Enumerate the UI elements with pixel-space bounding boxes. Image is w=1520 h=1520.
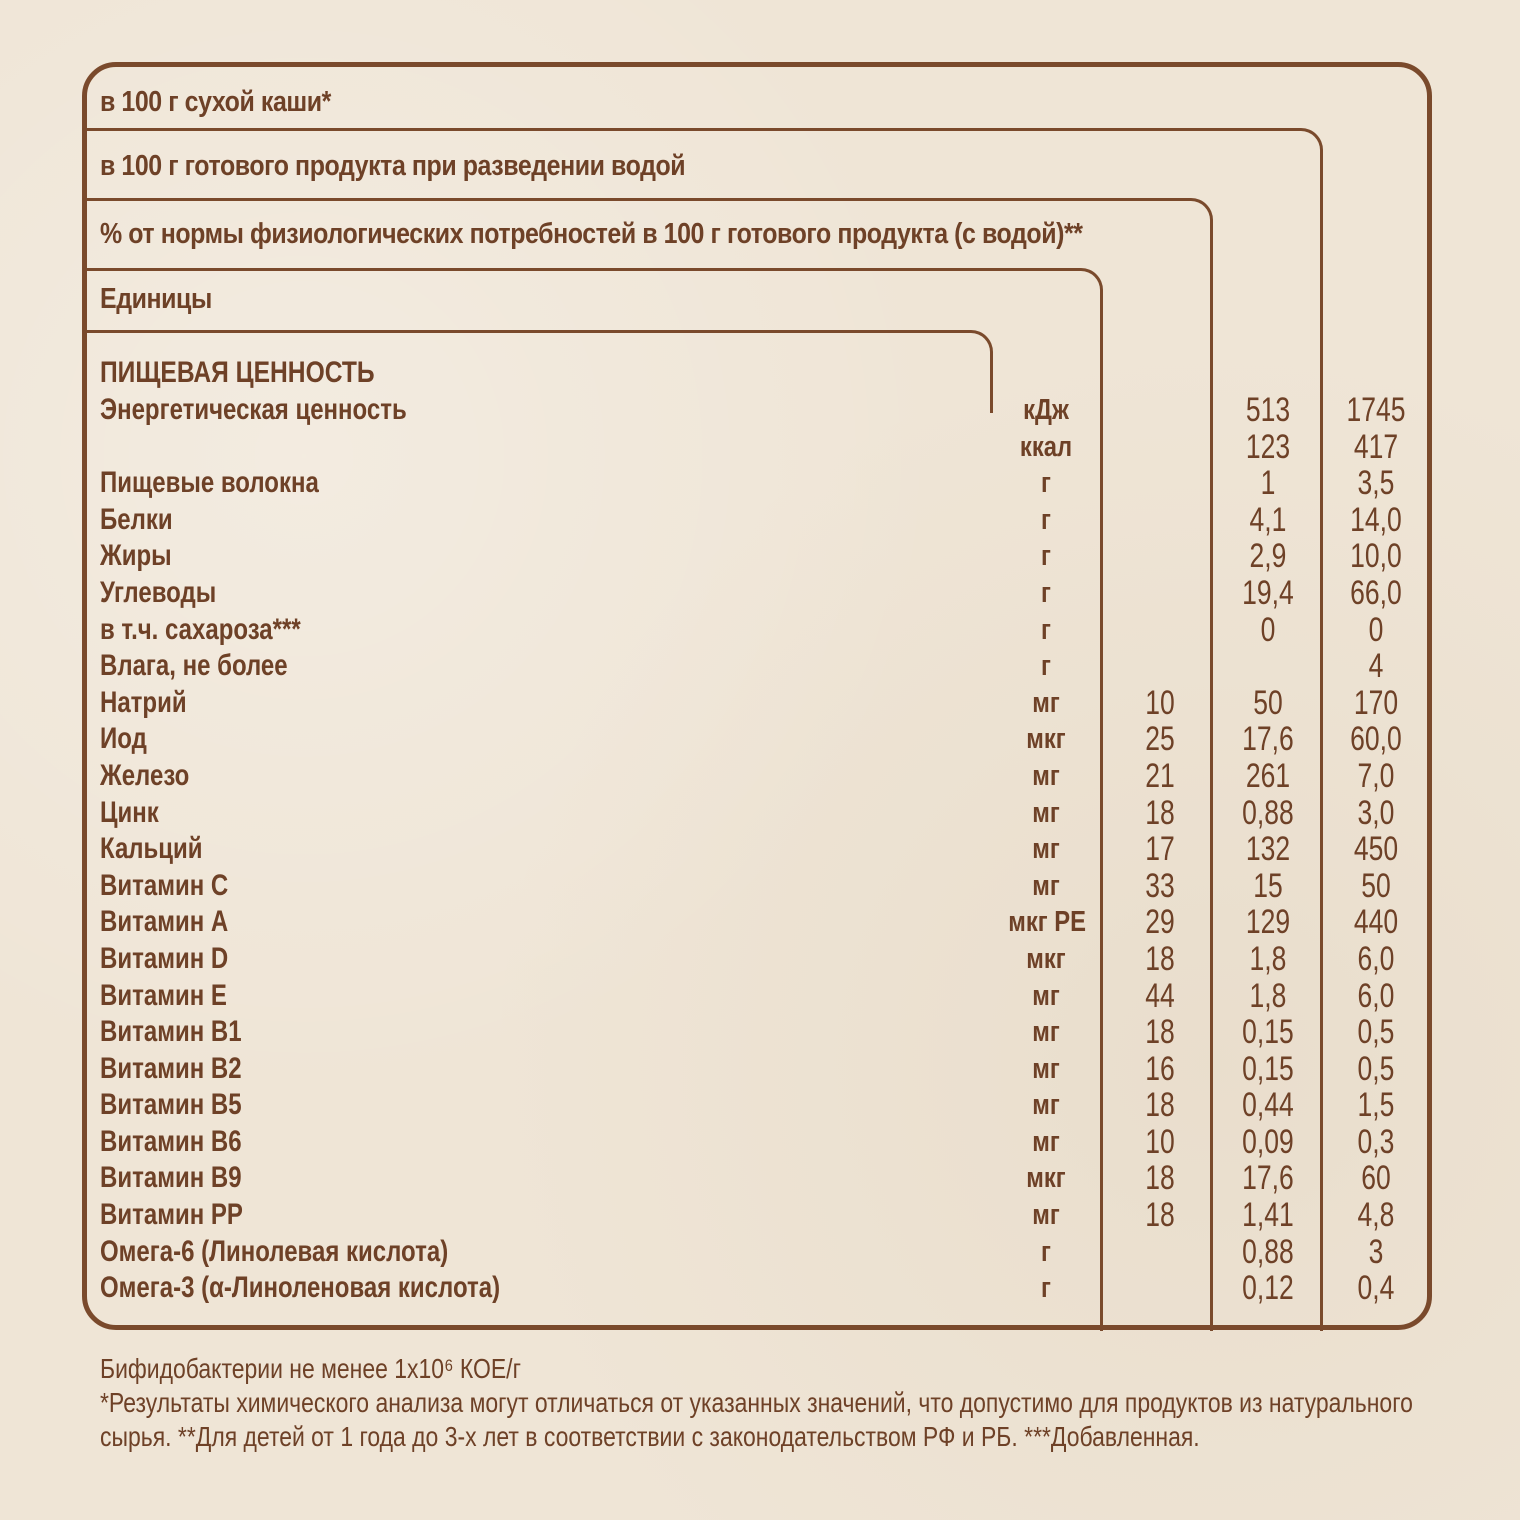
ready-value-cell: 0,44 bbox=[1242, 1086, 1294, 1125]
nutrient-name: Углеводы bbox=[100, 575, 217, 609]
ready-value-cell: 17,6 bbox=[1242, 720, 1294, 759]
dry-value-cell: 4,8 bbox=[1357, 1196, 1395, 1235]
nutrient-name: Иод bbox=[100, 722, 147, 756]
dry-value-cell: 7,0 bbox=[1357, 756, 1395, 795]
unit-cell: мкг bbox=[1026, 942, 1066, 975]
table-row bbox=[0, 1234, 1520, 1271]
ready-value-cell: 0,09 bbox=[1242, 1122, 1294, 1161]
header-dry: в 100 г сухой каши* bbox=[100, 86, 331, 118]
nutrient-name: Витамин В1 bbox=[100, 1015, 242, 1049]
header-units: Единицы bbox=[100, 283, 212, 315]
table-row bbox=[0, 1270, 1520, 1307]
ready-value-cell: 1,41 bbox=[1242, 1196, 1294, 1235]
unit-cell: г bbox=[1041, 576, 1051, 609]
dry-value-cell: 66,0 bbox=[1350, 573, 1402, 612]
percent-cell: 29 bbox=[1145, 903, 1175, 942]
dry-value-cell: 0 bbox=[1368, 610, 1384, 649]
dry-value-cell: 3,5 bbox=[1357, 464, 1395, 503]
table-row bbox=[0, 465, 1520, 502]
ready-value-cell: 15 bbox=[1253, 866, 1283, 905]
percent-cell: 18 bbox=[1145, 793, 1175, 832]
table-row bbox=[0, 758, 1520, 795]
dry-value-cell: 0,5 bbox=[1357, 1013, 1395, 1052]
nutrient-name: Жиры bbox=[100, 539, 172, 573]
unit-cell: мг bbox=[1032, 759, 1060, 792]
percent-cell: 18 bbox=[1145, 1196, 1175, 1235]
unit-cell: мг bbox=[1032, 796, 1060, 829]
ready-value-cell: 513 bbox=[1245, 391, 1291, 429]
nutrient-name: Витамин Е bbox=[100, 978, 227, 1012]
percent-cell: 18 bbox=[1145, 1159, 1175, 1198]
nutrient-name: Витамин С bbox=[100, 868, 229, 902]
footer-note-1: *Результаты химического анализа могут отличаться от указанных значений, что допустимо для продуктов из натурального bbox=[100, 1387, 1413, 1418]
ready-value-cell: 0,15 bbox=[1242, 1013, 1294, 1052]
nutrient-name: Витамин В6 bbox=[100, 1124, 242, 1158]
unit-cell: мг bbox=[1032, 833, 1060, 866]
percent-cell: 21 bbox=[1145, 756, 1175, 795]
dry-value-cell: 4 bbox=[1368, 647, 1384, 686]
table-row bbox=[0, 941, 1520, 978]
ready-value-cell: 4,1 bbox=[1249, 500, 1287, 539]
table-row bbox=[0, 575, 1520, 612]
percent-cell: 18 bbox=[1145, 1013, 1175, 1052]
unit-cell: мг bbox=[1032, 869, 1060, 902]
unit-cell: г bbox=[1041, 540, 1051, 573]
dry-value-cell: 14,0 bbox=[1350, 500, 1402, 539]
dry-value-cell: 60 bbox=[1361, 1159, 1391, 1198]
nutrient-name: Витамин А bbox=[100, 905, 229, 939]
percent-cell: 10 bbox=[1145, 1122, 1175, 1161]
unit-cell: г bbox=[1041, 1272, 1051, 1305]
unit-cell: мг bbox=[1032, 686, 1060, 719]
dry-value-cell: 1745 bbox=[1346, 391, 1406, 429]
table-row bbox=[0, 612, 1520, 649]
section-title: ПИЩЕВАЯ ЦЕННОСТЬ bbox=[100, 356, 375, 389]
percent-cell: 44 bbox=[1145, 976, 1175, 1015]
nutrient-name: Витамин D bbox=[100, 941, 229, 975]
dry-value-cell: 50 bbox=[1361, 866, 1391, 905]
table-row bbox=[0, 721, 1520, 758]
dry-value-cell: 440 bbox=[1353, 903, 1399, 942]
table-row bbox=[0, 795, 1520, 832]
nutrient-name: Энергетическая ценность bbox=[100, 393, 407, 426]
ready-value-cell: 1 bbox=[1260, 464, 1276, 503]
table-row bbox=[0, 868, 1520, 905]
dry-value-cell: 1,5 bbox=[1357, 1086, 1395, 1125]
dry-value-cell: 6,0 bbox=[1357, 939, 1395, 978]
nutrient-name: Витамин В2 bbox=[100, 1051, 242, 1085]
header-ready: в 100 г готового продукта при разведении водой bbox=[100, 150, 686, 182]
nutrient-name: Витамин В5 bbox=[100, 1088, 242, 1122]
unit-cell: мг bbox=[1032, 1125, 1060, 1158]
nutrient-name: Натрий bbox=[100, 685, 187, 719]
table-row bbox=[0, 685, 1520, 722]
footer-bifido: Бифидобактерии не менее 1х10⁶ КОЕ/г bbox=[100, 1353, 521, 1384]
ready-value-cell: 0,88 bbox=[1242, 1232, 1294, 1271]
footer-notes bbox=[100, 1352, 1520, 1454]
unit-cell: мкг bbox=[1026, 1162, 1066, 1195]
percent-cell: 17 bbox=[1145, 830, 1175, 869]
ready-value-cell: 261 bbox=[1245, 756, 1291, 795]
unit-cell: г bbox=[1041, 650, 1051, 683]
percent-cell: 16 bbox=[1145, 1049, 1175, 1088]
percent-cell: 33 bbox=[1145, 866, 1175, 905]
ready-value-cell: 19,4 bbox=[1242, 573, 1294, 612]
dry-value-cell: 3,0 bbox=[1357, 793, 1395, 832]
dry-value-cell: 0,3 bbox=[1357, 1122, 1395, 1161]
table-row bbox=[0, 831, 1520, 868]
table-row bbox=[0, 1014, 1520, 1051]
ready-value-cell: 50 bbox=[1253, 683, 1283, 722]
unit-cell: мг bbox=[1032, 1016, 1060, 1049]
nutrient-name: Витамин РР bbox=[100, 1198, 243, 1232]
nutrient-name: Витамин В9 bbox=[100, 1161, 242, 1195]
unit-cell: г bbox=[1041, 1235, 1051, 1268]
nutrient-name: Влага, не более bbox=[100, 649, 288, 683]
unit-cell: мкг bbox=[1026, 723, 1066, 756]
unit-cell: кДж bbox=[1023, 394, 1069, 426]
ready-value-cell: 2,9 bbox=[1249, 537, 1287, 576]
ready-value-cell: 0,15 bbox=[1242, 1049, 1294, 1088]
unit-cell: г bbox=[1041, 503, 1051, 536]
dry-value-cell: 170 bbox=[1353, 683, 1399, 722]
table-row bbox=[0, 1087, 1520, 1124]
nutrient-name: Кальций bbox=[100, 832, 203, 866]
table-row bbox=[0, 502, 1520, 539]
percent-cell: 18 bbox=[1145, 1086, 1175, 1125]
dry-value-cell: 0,5 bbox=[1357, 1049, 1395, 1088]
table-row bbox=[0, 1124, 1520, 1161]
dry-value-cell: 60,0 bbox=[1350, 720, 1402, 759]
nutrient-name: Цинк bbox=[100, 795, 159, 829]
ready-value-cell: 0,12 bbox=[1242, 1269, 1294, 1308]
table-row bbox=[0, 648, 1520, 685]
table-row bbox=[0, 538, 1520, 575]
unit-cell: ккал bbox=[1019, 430, 1073, 463]
table-row bbox=[0, 1051, 1520, 1088]
ready-value-cell: 1,8 bbox=[1249, 976, 1287, 1015]
nutrient-name: в т.ч. сахароза*** bbox=[100, 612, 301, 646]
nutrient-name: Омега-6 (Линолевая кислота) bbox=[100, 1234, 449, 1268]
dry-value-cell: 10,0 bbox=[1350, 537, 1402, 576]
nutrient-name: Белки bbox=[100, 502, 173, 536]
ready-value-cell: 129 bbox=[1245, 903, 1291, 942]
unit-cell: мг bbox=[1032, 1052, 1060, 1085]
footer-note-2: сырья. **Для детей от 1 года до 3-х лет в соответствии с законодательством РФ и РБ. ***Добавленная. bbox=[100, 1421, 1200, 1452]
percent-cell: 25 bbox=[1145, 720, 1175, 759]
table-row bbox=[0, 1197, 1520, 1234]
unit-cell: г bbox=[1041, 613, 1051, 646]
ready-value-cell: 123 bbox=[1245, 427, 1291, 466]
dry-value-cell: 6,0 bbox=[1357, 976, 1395, 1015]
unit-cell: г bbox=[1041, 467, 1051, 500]
dry-value-cell: 450 bbox=[1353, 830, 1399, 869]
dry-value-cell: 3 bbox=[1368, 1232, 1384, 1271]
nutrient-name: Пищевые волокна bbox=[100, 466, 319, 500]
percent-cell: 18 bbox=[1145, 939, 1175, 978]
ready-value-cell: 0,88 bbox=[1242, 793, 1294, 832]
header-percent: % от нормы физиологических потребностей в 100 г готового продукта (с водой)** bbox=[100, 218, 1083, 250]
table-row bbox=[0, 392, 1520, 429]
unit-cell: мг bbox=[1032, 979, 1060, 1012]
ready-value-cell: 132 bbox=[1245, 830, 1291, 869]
dry-value-cell: 417 bbox=[1353, 427, 1399, 466]
ready-value-cell: 1,8 bbox=[1249, 939, 1287, 978]
unit-cell: мкг РЕ bbox=[1008, 906, 1087, 939]
table-row bbox=[0, 429, 1520, 466]
ready-value-cell: 17,6 bbox=[1242, 1159, 1294, 1198]
ready-value-cell: 0 bbox=[1260, 610, 1276, 649]
table-row bbox=[0, 978, 1520, 1015]
percent-cell: 10 bbox=[1145, 683, 1175, 722]
table-row bbox=[0, 1160, 1520, 1197]
table-row bbox=[0, 904, 1520, 941]
dry-value-cell: 0,4 bbox=[1357, 1269, 1395, 1308]
unit-cell: мг bbox=[1032, 1199, 1060, 1232]
nutrition-table bbox=[0, 392, 1520, 1307]
nutrient-name: Омега-3 (α-Линоленовая кислота) bbox=[100, 1271, 501, 1305]
unit-cell: мг bbox=[1032, 1089, 1060, 1122]
nutrient-name: Железо bbox=[100, 758, 190, 792]
